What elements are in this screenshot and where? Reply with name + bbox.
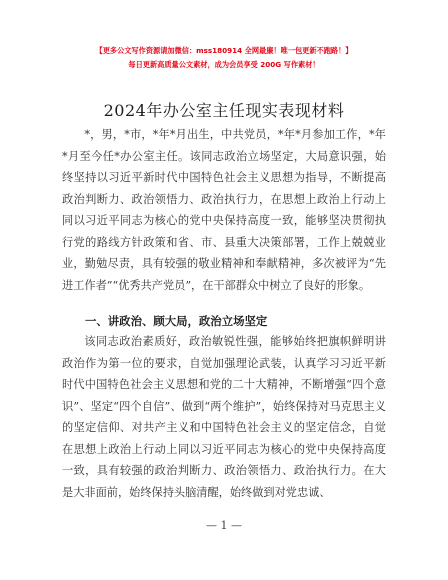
section-heading-1: 一、讲政治、顾大局，政治立场坚定 — [85, 314, 268, 328]
page-number: — 1 — — [206, 519, 242, 532]
intro-paragraph: *，男，*市，*年*月出生，中共党员，*年*月参加工作，*年*月至今任*办公室主任。该同志政治立场坚定，大局意识强，始终坚持以习近平新时代中国特色社会主义思想为指导，不断提高政治判断力、政治领悟力、政治执行力，在思想上政治上行动上同以习近平同志为核心的党中央保持高度一致，能够坚决贯彻执行党的路线方针政策和省、市、县重大决策部署，工作上兢兢业业，勤勉尽责，具有较强的敬业精神和奉献精神，多次被评为“先进工作者”“优秀共产党员”，在干部群众中树立了良好的形象。 — [62, 128, 386, 292]
section-1-paragraph: 该同志政治素质好，政治敏锐性强，能够始终把旗帜鲜明讲政治作为第一位的要求，自觉加强理论武装，认真学习习近平新时代中国特色社会主义思想和党的二十大精神，不断增强“四个意识”、坚定“四个自信”、做到“两个维护”，始终保持对马克思主义的坚定信仰、对共产主义和中国特色社会主义的坚定信念，自觉在思想上政治上行动上同以习近平同志为核心的党中央保持高度一致，具有较强的政治判断力、政治领悟力、政治执行力。在大是大非面前，始终保持头脑清醒，始终做到对党忠诚、 — [62, 335, 386, 499]
promo-banner-line2: 每日更新高质量公文素材，成为会员享受 200G 写作素材！ — [128, 60, 320, 69]
promo-banner-line1: 【更多公文写作资源请加微信：mss180914 全网最廉！唯一包更新不跑路！】 — [95, 46, 353, 55]
document-title: 2024年办公室主任现实表现材料 — [103, 101, 345, 120]
